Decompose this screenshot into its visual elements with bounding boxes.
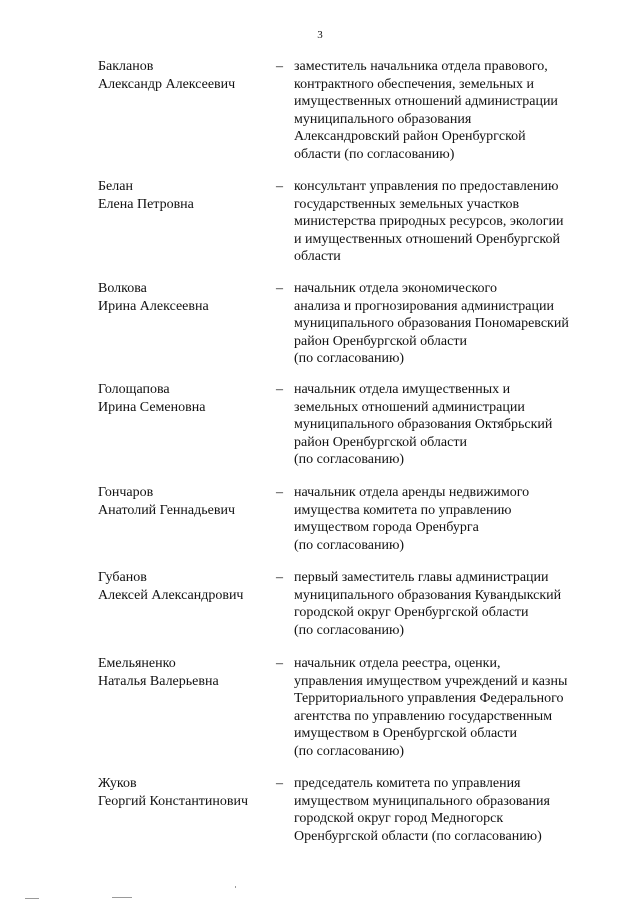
member-position: председатель комитета по управления имуществом муниципального образования городской округ город Медногорск Оренбургской области (по согласованию) [294, 776, 550, 844]
member-name: Гончаров Анатолий Геннадьевич [98, 485, 235, 518]
member-position: начальник отдела реестра, оценки, управления имуществом учреждений и казны Территориального управления Федерального агентства по управлению государственным имуществом в Оренбургской области (по согласованию) [294, 656, 568, 759]
scan-artifact-mark [25, 898, 39, 899]
dash-separator: – [276, 656, 283, 671]
member-position: заместитель начальника отдела правового, контрактного обеспечения, земельных и имущественных отношений администрации муниципального образования Александровский район Оренбургской области (по согласованию) [294, 59, 558, 162]
dash-separator: – [276, 179, 283, 194]
scan-artifact-mark [235, 886, 236, 888]
dash-separator: – [276, 382, 283, 397]
dash-separator: – [276, 59, 283, 74]
member-name: Губанов Алексей Александрович [98, 570, 244, 603]
scan-artifact-mark [112, 897, 132, 898]
dash-separator: – [276, 281, 283, 296]
dash-separator: – [276, 570, 283, 585]
member-name: Голощапова Ирина Семеновна [98, 382, 206, 415]
page-number: 3 [317, 29, 323, 41]
member-position: первый заместитель главы администрации муниципального образования Кувандыкский городской округ Оренбургской области (по согласованию) [294, 570, 562, 638]
member-name: Бакланов Александр Алексеевич [98, 59, 236, 92]
dash-separator: – [276, 776, 283, 791]
member-name: Белан Елена Петровна [98, 179, 194, 212]
member-position: консультант управления по предоставлению государственных земельных участков министерства природных ресурсов, экологии и имущественных отношений Оренбургской области [294, 179, 564, 265]
member-position: начальник отдела аренды недвижимого имущества комитета по управлению имуществом города Оренбурга (по согласованию) [294, 485, 530, 553]
dash-separator: – [276, 485, 283, 500]
member-position: начальник отдела имущественных и земельных отношений администрации муниципального образования Октябрьский район Оренбургской области (по согласованию) [294, 382, 553, 468]
member-name: Емельяненко Наталья Валерьевна [98, 656, 219, 689]
member-name: Жуков Георгий Константинович [98, 776, 249, 809]
member-name: Волкова Ирина Алексеевна [98, 281, 209, 314]
member-position: начальник отдела экономического анализа и прогнозирования администрации муниципального образования Пономаревский район Оренбургской области (по согласованию) [294, 281, 569, 367]
